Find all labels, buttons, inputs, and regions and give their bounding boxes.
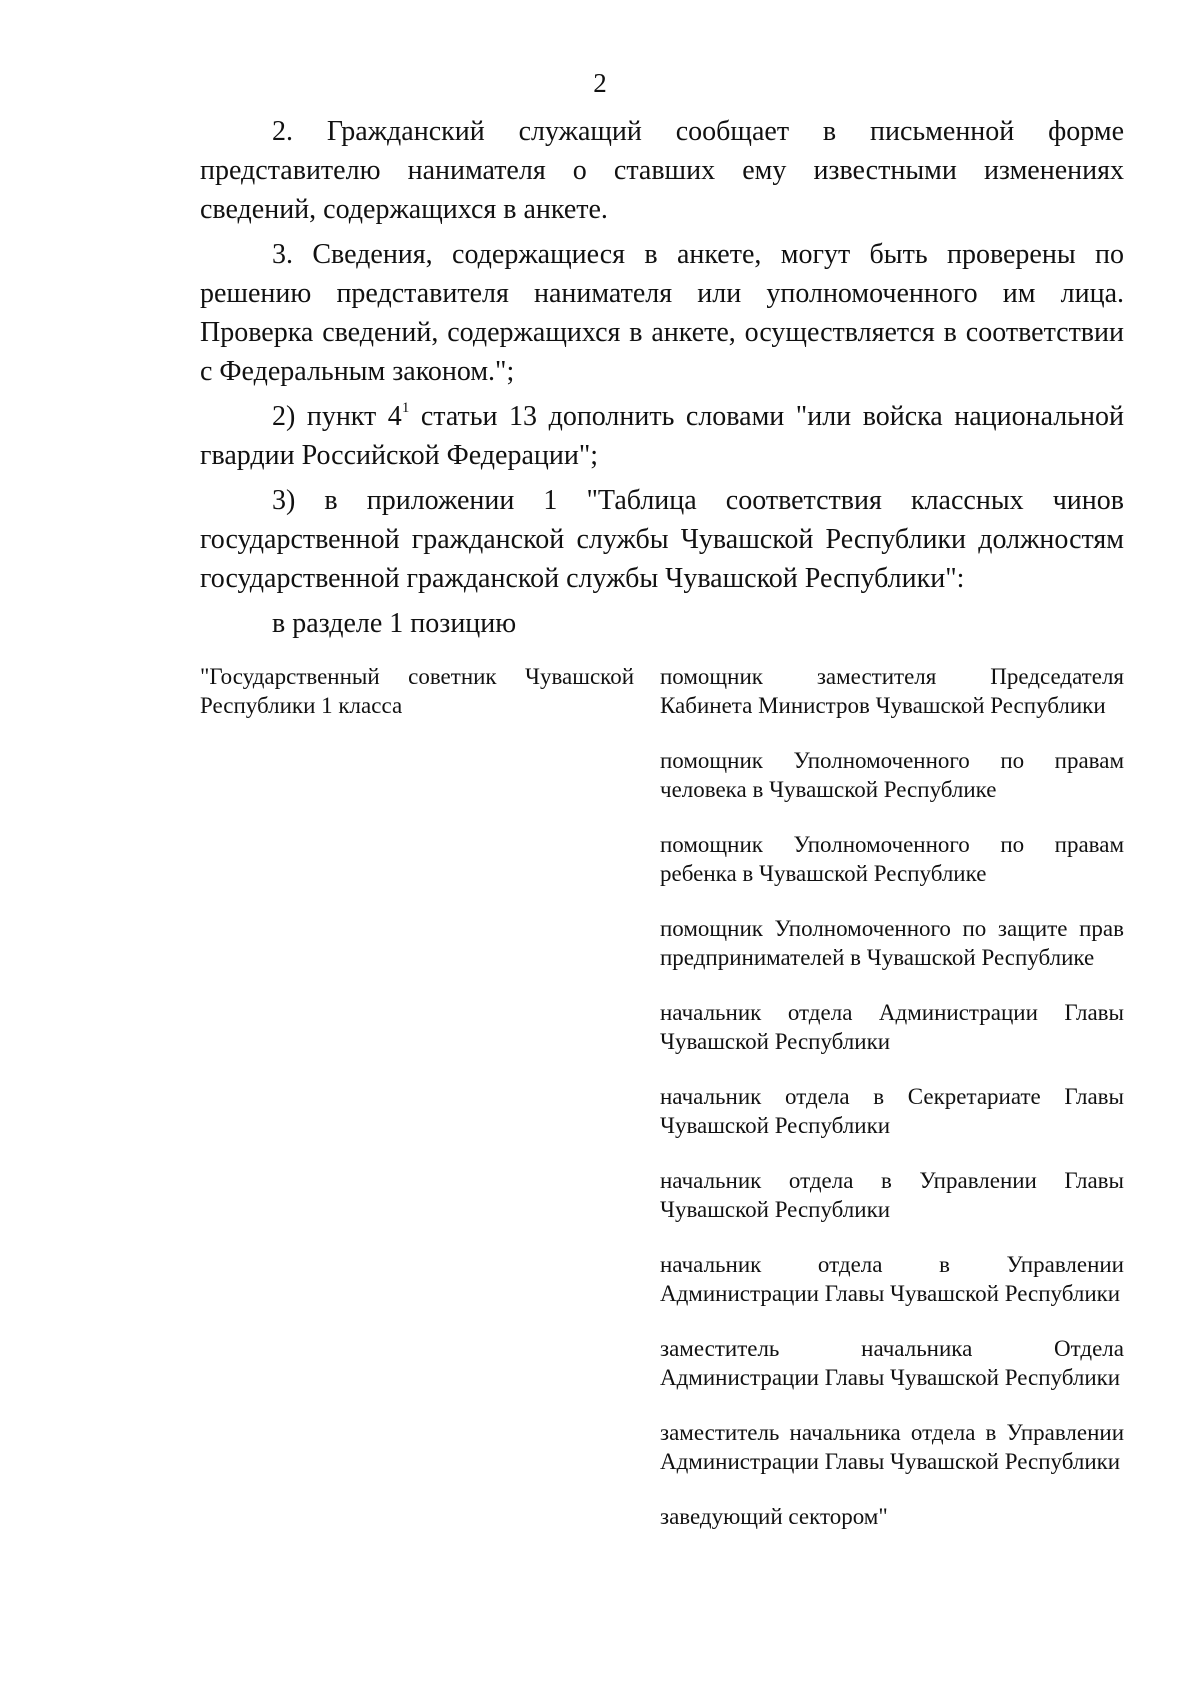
list-item-2-after: статьи 13 дополнить словами "или войска национальной гвардии Российской Федерации";: [200, 401, 1125, 471]
position-item: начальник отдела в Секретариате Главы Чувашской Республики: [660, 1084, 1124, 1138]
superscript: 1: [401, 400, 410, 416]
paragraph-3: 3. Сведения, содержащиеся в анкете, могут быть проверены по решению представителя нанимателя или уполномоченного им лица. Проверка сведений, содержащихся в анкете, осуществляется в соответствии с Федеральным законом.";: [200, 239, 1124, 387]
page-number: 2: [593, 68, 607, 98]
position-item: начальник отдела в Управлении Главы Чувашской Республики: [660, 1168, 1124, 1222]
position-item: заместитель начальника отдела в Управлении Администрации Главы Чувашской Республики: [660, 1420, 1124, 1474]
position-item: помощник заместителя Председателя Кабинета Министров Чувашской Республики: [660, 664, 1124, 718]
positions-column: [660, 662, 1124, 1557]
list-item-3: 3) в приложении 1 "Таблица соответствия классных чинов государственной гражданской службы Чувашской Республики должностям государственной гражданской службы Чувашской Республики":: [200, 485, 1124, 594]
class-rank-cell: "Государственный советник Чувашской Республики 1 класса: [200, 664, 634, 718]
position-item: помощник Уполномоченного по защите прав предпринимателей в Чувашской Республике: [660, 916, 1124, 970]
list-item-2-before: 2) пункт 4: [272, 401, 402, 432]
paragraph-2: 2. Гражданский служащий сообщает в письменной форме представителю нанимателя о ставших ему известными изменениях сведений, содержащихся в анкете.: [200, 116, 1124, 225]
position-item: начальник отдела Администрации Главы Чувашской Республики: [660, 1000, 1124, 1054]
position-item: заместитель начальника Отдела Администрации Главы Чувашской Республики: [660, 1336, 1124, 1390]
position-item: помощник Уполномоченного по правам человека в Чувашской Республике: [660, 748, 1124, 802]
position-item: заведующий сектором": [660, 1504, 888, 1529]
document-body: [200, 112, 1124, 649]
section-note: в разделе 1 позицию: [272, 608, 517, 639]
position-item: начальник отдела в Управлении Администрации Главы Чувашской Республики: [660, 1252, 1124, 1306]
list-item-2: [200, 397, 1124, 475]
position-item: помощник Уполномоченного по правам ребенка в Чувашской Республике: [660, 832, 1124, 886]
